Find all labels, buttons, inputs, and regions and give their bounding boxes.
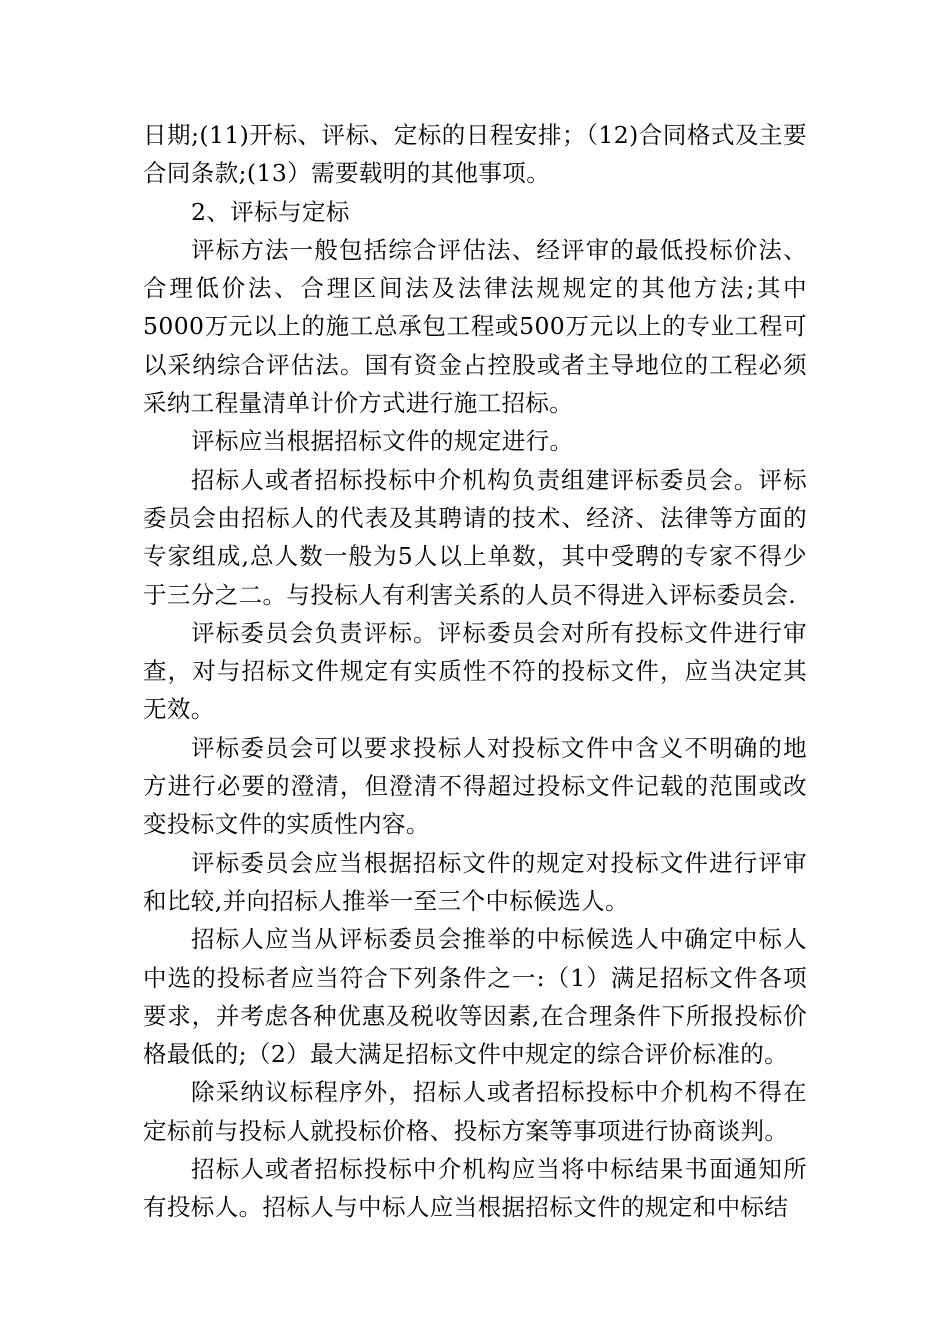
paragraph: 评标委员会可以要求投标人对投标文件中含义不明确的地方进行必要的澄清，但澄清不得超过投标文件记载的范围或改变投标文件的实质性内容。 (143, 733, 807, 839)
document-body (143, 116, 807, 1227)
paragraph-continuation: 日期;(11)开标、评标、定标的日程安排；（12)合同格式及主要合同条款;(13）需要载明的其他事项。 (143, 121, 807, 188)
paragraph: 除采纳议标程序外，招标人或者招标投标中介机构不得在定标前与投标人就投标价格、投标方案等事项进行协商谈判。 (143, 1078, 807, 1145)
paragraph: 招标人应当从评标委员会推举的中标候选人中确定中标人中选的投标者应当符合下列条件之一:（1）满足招标文件各项要求，并考虑各种优惠及税收等因素,在合理条件下所报投标价格最低的;（2）最大满足招标文件中规定的综合评价标准的。 (143, 925, 807, 1069)
paragraph: 评标方法一般包括综合评估法、经评审的最低投标价法、合理低价法、合理区间法及法律法规规定的其他方法;其中5000万元以上的施工总承包工程或500万元以上的专业工程可以采纳综合评估法。国有资金占控股或者主导地位的工程必须采纳工程量清单计价方式进行施工招标。 (143, 235, 807, 418)
paragraph: 评标委员会应当根据招标文件的规定对投标文件进行评审和比较,并向招标人推举一至三个中标候选人。 (143, 848, 807, 915)
paragraph-truncated: 招标人或者招标投标中介机构应当将中标结果书面通知所有投标人。招标人与中标人应当根据招标文件的规定和中标结 (143, 1155, 807, 1222)
paragraph: 招标人或者招标投标中介机构负责组建评标委员会。评标委员会由招标人的代表及其聘请的技术、经济、法律等方面的专家组成,总人数一般为5人以上单数，其中受聘的专家不得少于三分之二。与投标人有利害关系的人员不得进入评标委员会. (143, 465, 807, 609)
paragraph: 评标应当根据招标文件的规定进行。 (191, 427, 574, 456)
paragraph: 评标委员会负责评标。评标委员会对所有投标文件进行审查，对与招标文件规定有实质性不符的投标文件，应当决定其无效。 (143, 618, 807, 724)
section-heading: 2、评标与定标 (191, 197, 350, 226)
